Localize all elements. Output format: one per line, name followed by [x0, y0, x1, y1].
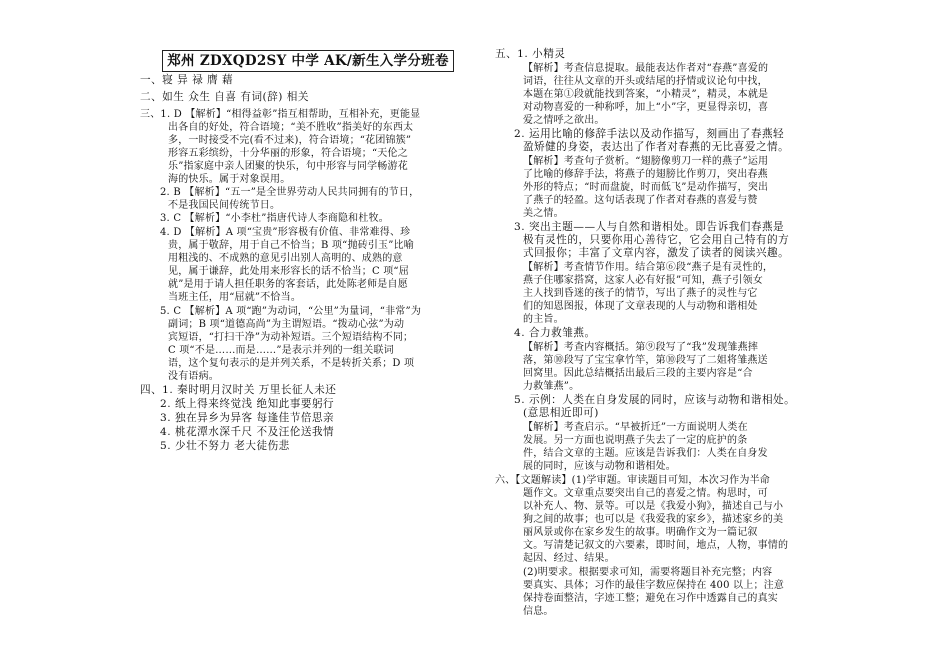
right-answer-line: 对动物喜爱的一种称呼，加上“小”字，更显得亲切，喜: [523, 102, 769, 113]
right-answer-line: 盈矫健的身姿，表达出了作者对春燕的无比喜爱之情。: [523, 141, 790, 153]
right-answer-line: (意思相近即可): [523, 407, 599, 419]
left-answer-line: 一、寝 异 禄 膺 藉: [140, 74, 234, 86]
right-answer-line: 发展。另一方面也说明燕子失去了一定的庇护的条: [523, 435, 748, 446]
right-answer-line: 了燕子的轻盈。这句话表现了作者对春燕的喜爱与赞: [523, 195, 758, 206]
left-answer-line: 用粗浅的、不成熟的意见引出别人高明的、成熟的意: [168, 253, 403, 264]
right-answer-line: 回窝里。因此总结概括出最后三段的主要内容是“合: [523, 368, 753, 379]
right-answer-line: 主人找到昏迷的孩子的情节，写出了燕子的灵性与它: [523, 288, 758, 299]
right-answer-line: 六、【文题解读】(1)学审题。审读题目可知，本次习作为半命: [495, 475, 770, 486]
left-answer-line: 海的快乐。属于对象误用。: [168, 174, 291, 185]
left-answer-line: 三、1. D 【解析】“相得益彰”指互相帮助，互相补充，更能显: [140, 109, 421, 120]
left-answer-line: 4. D 【解析】A 项“宝贵”形容极有价值、非常难得、珍: [160, 227, 411, 238]
right-answer-line: 展的同时，应该与动物和谐相处。: [523, 461, 676, 472]
left-answer-line: 二、如生 众生 自喜 有词(辞) 相关: [140, 91, 309, 103]
right-answer-line: 本题在第①段就能找到答案，“小精灵”，精灵，本就是: [523, 89, 769, 100]
right-answer-line: 【解析】考查信息提取。最能表达作者对“春燕”喜爱的: [523, 63, 769, 74]
right-answer-line: 起因、经过、结果。: [523, 553, 615, 564]
left-answer-line: 不是我国民间传统节日。: [168, 200, 281, 211]
right-answer-line: 文。写清楚记叙文的六要素，即时间，地点，人物，事情的: [523, 540, 789, 551]
left-answer-line: 出各自的好处，符合语境；“美不胜收”指美好的东西太: [168, 122, 414, 133]
left-answer-line: 就”是用于请人担任职务的客套话，此处陈老师是自愿: [168, 279, 408, 290]
right-answer-line: 们的知恩图报，体现了文章表现的人与动物和谐相处: [523, 301, 758, 312]
left-answer-line: 4. 桃花潭水深千尺 不及汪伦送我情: [160, 426, 335, 438]
right-answer-line: 美之情。: [523, 208, 564, 219]
right-answer-line: 【解析】考查句子赏析。“翅膀像剪刀一样的燕子”运用: [523, 156, 769, 167]
right-answer-line: 3. 突出主题——人与自然和谐相处。即告诉我们春燕是: [514, 221, 785, 233]
left-answer-line: 见，属于谦辞，此处用来形容长的话不恰当；C 项“屈: [168, 266, 409, 277]
left-answer-line: 5. C 【解析】A 项“跑”为动词，“公里”为量词，“非常”为: [160, 306, 422, 317]
left-answer-line: 2. B 【解析】“五一”是全世界劳动人民共同拥有的节日，: [160, 187, 420, 198]
right-answer-line: 极有灵性的，只要你用心善待它，它会用自己特有的方: [523, 234, 790, 246]
right-answer-line: 以补充人、物、景等。可以是《我爱小狗》，描述自己与小: [523, 501, 784, 512]
left-answer-line: C 项“不是……而是……”是表示并列的一组关联词: [168, 345, 394, 356]
right-answer-line: 丽风景或你在家乡发生的故事。明确作文为一篇记叙: [523, 527, 758, 538]
left-answer-line: 3. 独在异乡为异客 每逢佳节倍思亲: [160, 412, 335, 424]
left-answer-line: 乐”指家庭中亲人团聚的快乐，句中形容与同学畅游花: [168, 161, 408, 172]
left-answer-line: 四、1. 秦时明月汉时关 万里长征人未还: [140, 384, 337, 396]
right-answer-line: 要真实、具体；习作的最佳字数应保持在 400 以上；注意: [523, 580, 785, 591]
left-answer-line: 多，一时接受不完(看不过来)，符合语境；“花团锦簇”: [168, 135, 412, 146]
right-answer-line: 5. 示例：人类在自身发展的同时，应该与动物和谐相处。: [514, 394, 796, 406]
left-answer-line: 当班主任，用“屈就”不恰当。: [168, 292, 302, 303]
left-answer-line: 副词；B 项“道德高尚”为主谓短语。“拨动心弦”为动: [168, 319, 405, 330]
right-answer-line: 爱之情呼之欲出。: [523, 115, 605, 126]
right-answer-line: (2)明要求。根据要求可知，需要将题目补充完整；内容: [523, 567, 773, 578]
right-answer-line: 题作文。文章重点要突出自己的喜爱之情。构思时，可: [523, 488, 768, 499]
left-answer-line: 3. C 【解析】“小李杜”指唐代诗人李商隐和杜牧。: [160, 213, 389, 224]
right-answer-line: 狗之间的故事；也可以是《我爱我的家乡》，描述家乡的美: [523, 514, 784, 525]
right-answer-line: 的主旨。: [523, 314, 564, 325]
right-answer-line: 落，第⑩段写了宝宝拿竹竿，第⑩段写了二姐将雏燕送: [523, 355, 768, 366]
right-answer-line: 燕子住哪家搭窝，这家人必有好报”可知，燕子引领女: [523, 275, 763, 286]
right-answer-line: 2. 运用比喻的修辞手法以及动作描写，刻画出了春燕轻: [514, 128, 785, 140]
right-answer-line: 【解析】考查内容概括。第⑨段写了“我”发现雏燕摔: [523, 342, 759, 353]
left-answer-line: 没有语病。: [168, 371, 219, 382]
right-answer-line: 词语，往往从文章的开头或结尾的抒情或议论句中找，: [523, 76, 768, 87]
left-answer-line: 宾短语，“打扫干净”为动补短语。三个短语结构不同；: [168, 332, 414, 343]
right-answer-line: 【解析】考查启示。“早被折迁”一方面说明人类在: [523, 422, 748, 433]
right-answer-line: 外形的特点；“时而盘旋，时而低飞”是动作描写，突出: [523, 182, 769, 193]
left-answer-line: 语，这个复句表示的是并列关系，不是转折关系；D 项: [168, 358, 415, 369]
right-answer-line: 五、1. 小精灵: [495, 48, 566, 60]
left-answer-line: 2. 纸上得来终觉浅 绝知此事要躬行: [160, 398, 335, 410]
page-title: 郑州 ZDXQD2SY 中学 AK/新生入学分班卷: [162, 50, 454, 72]
right-answer-line: 式回报你；丰富了文章内容，激发了读者的阅读兴趣。: [523, 247, 790, 259]
right-answer-line: 了比喻的修辞手法，将燕子的翅膀比作剪刀，突出春燕: [523, 169, 768, 180]
left-answer-line: 形容五彩缤纷，十分华丽的形象，符合语境；“天伦之: [168, 148, 408, 159]
right-answer-line: 件，结合文章的主题。应该是告诉我们：人类在自身发: [523, 448, 768, 459]
left-answer-line: 贵，属于敬辞，用于自己不恰当；B 项“抛砖引玉”比喻: [168, 240, 414, 251]
right-answer-line: 信息。: [523, 606, 554, 617]
right-answer-line: 力救雏燕”。: [523, 381, 580, 392]
left-answer-line: 5. 少壮不努力 老大徒伤悲: [160, 440, 290, 452]
right-answer-line: 【解析】考查情节作用。结合第⑥段“燕子是有灵性的，: [523, 262, 774, 273]
right-answer-line: 4. 合力救雏燕。: [514, 327, 596, 339]
right-answer-line: 保持卷面整洁，字迹工整；避免在习作中透露自己的真实: [523, 593, 778, 604]
